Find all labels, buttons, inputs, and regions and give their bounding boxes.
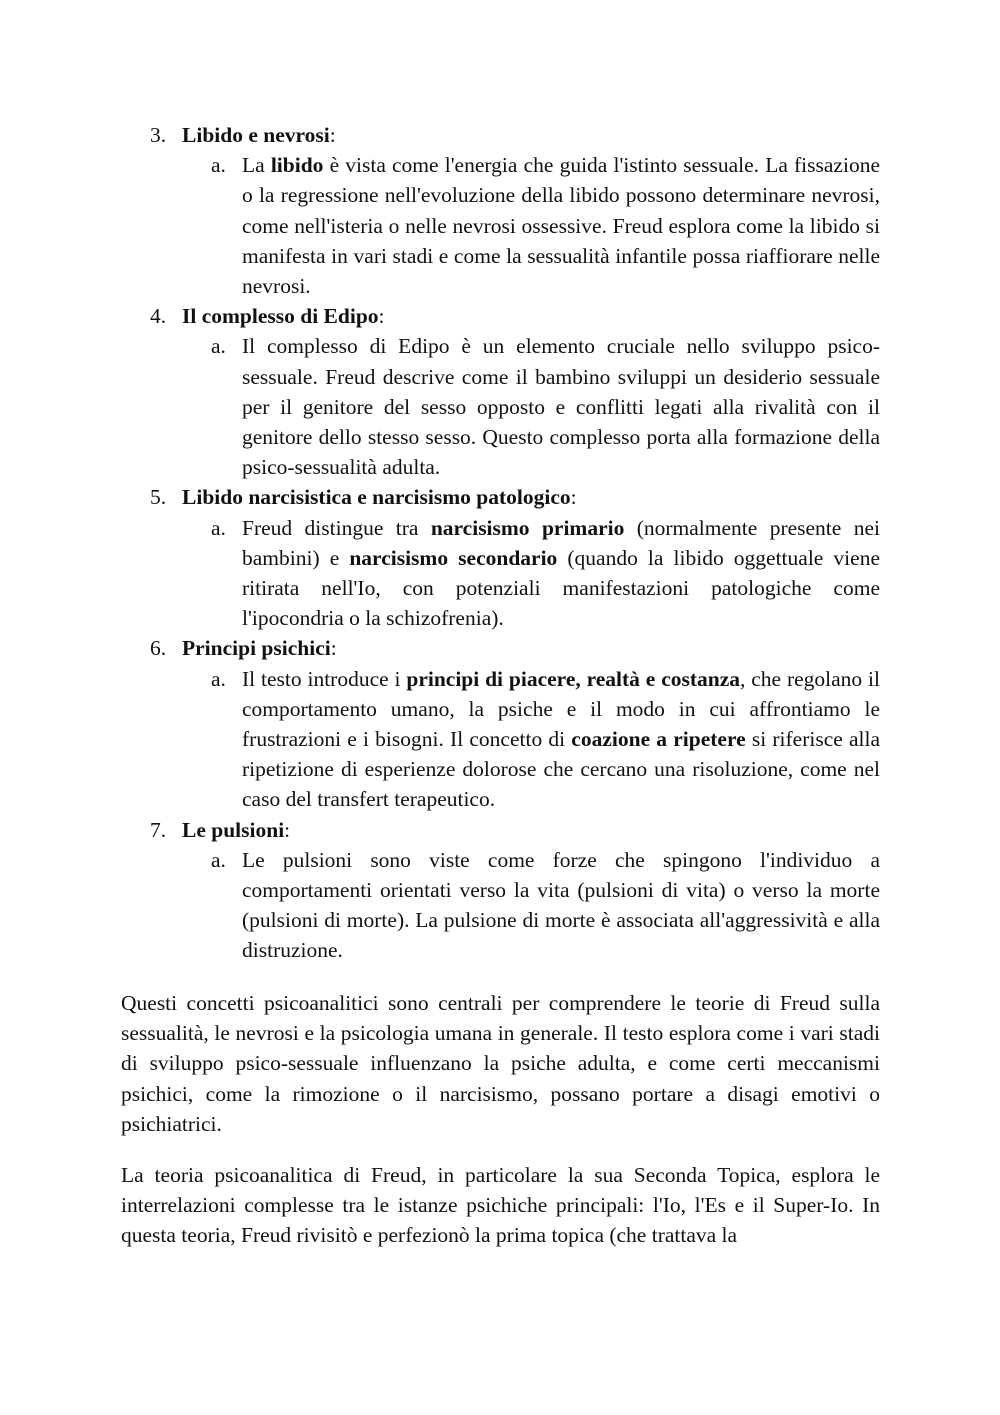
item-number: 3. <box>150 123 167 147</box>
item-heading: Libido narcisistica e narcisismo patologico: <box>182 485 577 510</box>
sub-item-text: Freud distingue tra narcisismo primario (normalmente presente nei bambini) e narcisismo secondario (quando la libido oggettuale viene ritirata nell'Io, con potenziali manifestazioni patologiche come l'ipocondria o la schizofrenia). <box>242 515 880 631</box>
sub-item <box>150 150 880 301</box>
seconda-topica-paragraph: La teoria psicoanalitica di Freud, in particolare la sua Seconda Topica, esplora le interrelazioni complesse tra le istanze psichiche principali: l'Io, l'Es e il Super-Io. In questa teoria, Freud rivisitò e perfezionò la prima topica (che trattava la <box>121 1163 880 1248</box>
sub-item-text: La libido è vista come l'energia che guida l'istinto sessuale. La fissazione o la regressione nell'evoluzione della libido possono determinare nevrosi, come nell'isteria o nelle nevrosi ossessive. Freud esplora come la libido si manifesta in vari stadi e come la sessualità infantile possa riaffiorare nelle nevrosi. <box>242 153 880 299</box>
bold-term: narcisismo secondario <box>349 545 558 570</box>
sub-item <box>150 845 880 966</box>
list-item-pulsioni <box>150 815 880 966</box>
item-title: Le pulsioni <box>182 817 285 842</box>
item-heading: Principi psichici: <box>182 636 337 661</box>
sub-item-letter: a. <box>211 847 226 872</box>
sub-item-letter: a. <box>211 666 226 691</box>
item-title: Libido narcisistica e narcisismo patologico <box>182 485 571 510</box>
item-number: 5. <box>150 485 167 510</box>
bold-term: libido <box>270 153 324 178</box>
item-number: 6. <box>150 636 167 661</box>
sub-item <box>150 664 880 815</box>
item-heading: Il complesso di Edipo: <box>182 304 385 329</box>
item-title: Il complesso di Edipo <box>182 304 379 329</box>
list-item-principi-psichici <box>150 633 880 814</box>
item-title: Libido e nevrosi <box>182 123 330 147</box>
sub-item-letter: a. <box>211 153 226 178</box>
item-heading: Le pulsioni: <box>182 817 291 842</box>
sub-item-text: Le pulsioni sono viste come forze che spingono l'individuo a comportamenti orientati verso la vita (pulsioni di vita) o verso la morte (pulsioni di morte). La pulsione di morte è associata all'aggressività e alla distruzione. <box>242 847 880 963</box>
list-item-libido-narcisistica <box>150 482 880 633</box>
sub-item-text: Il testo introduce i principi di piacere, realtà e costanza, che regolano il comportamento umano, la psiche e il modo in cui affrontiamo le frustrazioni e i bisogni. Il concetto di coazione a ripetere si riferisce alla ripetizione di esperienze dolorose che cercano una risoluzione, come nel caso del transfert terapeutico. <box>242 666 881 812</box>
summary-paragraph: Questi concetti psicoanalitici sono centrali per comprendere le teorie di Freud sulla sessualità, le nevrosi e la psicologia umana in generale. Il testo esplora come i vari stadi di sviluppo psico-sessuale influenzano la psiche adulta, e come certi meccanismi psichici, come la rimozione o il narcisismo, possano portare a disagi emotivi o psichiatrici. <box>121 991 880 1136</box>
bold-term: coazione a ripetere <box>571 727 746 752</box>
bold-term: narcisismo primario <box>430 515 625 540</box>
sub-item-text: Il complesso di Edipo è un elemento cruciale nello sviluppo psico-sessuale. Freud descrive come il bambino sviluppi un desiderio sessuale per il genitore del sesso opposto e conflitti legati alla rivalità con il genitore dello stesso sesso. Questo complesso porta alla formazione della psico-sessualità adulta. <box>242 334 880 480</box>
item-number: 7. <box>150 817 167 842</box>
item-number: 4. <box>150 304 167 329</box>
sub-item <box>150 513 880 634</box>
item-heading: Libido e nevrosi: <box>182 123 336 147</box>
item-title: Principi psichici <box>182 636 331 661</box>
sub-item-letter: a. <box>211 334 226 359</box>
numbered-list <box>150 120 880 966</box>
list-item-libido-nevrosi <box>150 120 880 301</box>
sub-item-letter: a. <box>211 515 226 540</box>
bold-term: principi di piacere, realtà e costanza <box>406 666 741 691</box>
sub-item <box>150 331 880 482</box>
list-item-complesso-edipo <box>150 301 880 482</box>
